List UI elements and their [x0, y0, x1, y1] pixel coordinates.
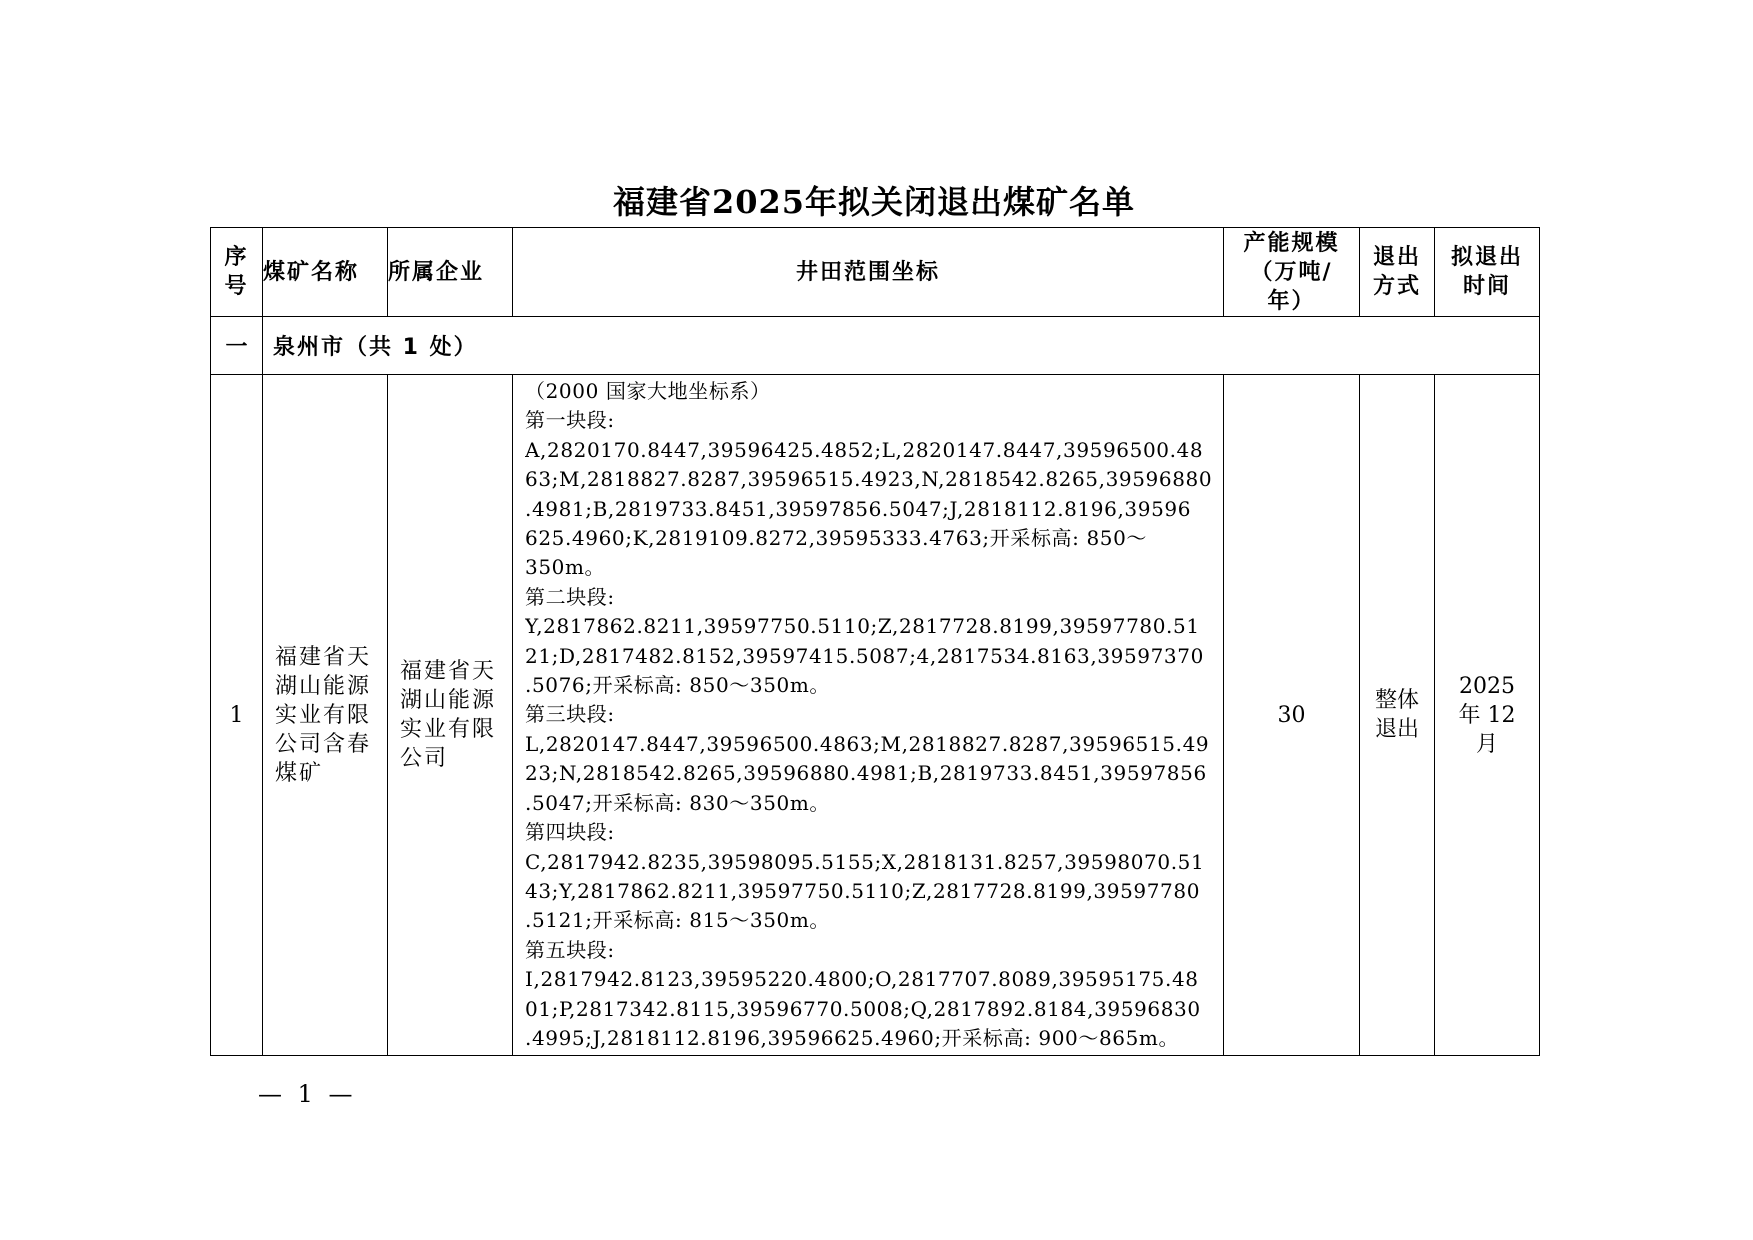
- company-line: 实业有限: [400, 717, 497, 743]
- header-seq-line: 号: [224, 274, 249, 299]
- row-mine-name: [263, 375, 388, 1056]
- coordinate-line: 01;P,2817342.8115,39596770.5008;Q,2817892.8184,39596830: [525, 996, 1201, 1021]
- exit-time-line: 年 12: [1458, 702, 1516, 728]
- company-line: 福建省天: [400, 659, 497, 685]
- company-line: 湖山能源: [400, 688, 497, 714]
- coordinate-line: .4981;B,2819733.8451,39597856.5047;J,2818112.8196,39596: [525, 496, 1192, 521]
- row-seq: 1: [211, 375, 263, 1056]
- coordinate-line: 350m。: [525, 555, 606, 580]
- page-number: — 1 —: [258, 1080, 357, 1108]
- coordinate-line: 625.4960;K,2819109.8272,39595333.4763;开采标高: 850～: [525, 526, 1148, 551]
- table-header-row: [211, 228, 1540, 317]
- mine-name-line: 福建省天: [275, 644, 372, 670]
- coordinate-line: Y,2817862.8211,39597750.5110;Z,2817728.8199,39597780.51: [525, 614, 1200, 639]
- coordinate-line: 第四块段:: [525, 820, 615, 845]
- header-capacity-line: （万吨/: [1250, 259, 1333, 285]
- coordinate-line: L,2820147.8447,39596500.4863;M,2818827.8287,39596515.49: [525, 731, 1210, 756]
- company-line: 公司: [400, 746, 449, 772]
- page-title: 福建省2025年拟关闭退出煤矿名单: [612, 183, 1136, 221]
- header-exit-time: [1435, 228, 1540, 317]
- header-capacity-line: 产能规模: [1243, 230, 1340, 256]
- coordinate-line: 23;N,2818542.8265,39596880.4981;B,2819733.8451,39597856: [525, 761, 1207, 786]
- exit-method-line: 退出: [1374, 717, 1419, 743]
- mine-name-line: 公司含春: [275, 731, 372, 757]
- coordinate-line: （2000 国家大地坐标系）: [525, 379, 771, 403]
- coordinate-line: 21;D,2817482.8152,39597415.5087;4,2817534.8163,39597370: [525, 643, 1204, 668]
- header-exit-method-line: 退出: [1372, 245, 1421, 270]
- mine-name-line: 实业有限: [275, 702, 372, 728]
- header-exit-method: [1360, 228, 1435, 317]
- coordinate-line: .5076;开采标高: 850～350m。: [525, 673, 831, 698]
- row-coordinates: [513, 375, 1224, 1056]
- coal-mine-closure-table: [210, 227, 1540, 1056]
- header-mine-name: 煤矿名称: [263, 228, 388, 317]
- header-exit-time-line: 时间: [1462, 274, 1511, 299]
- header-capacity: [1224, 228, 1360, 317]
- section-number: 一: [211, 317, 263, 375]
- coordinate-line: 第三块段:: [525, 702, 615, 727]
- coordinate-line: 第五块段:: [525, 937, 615, 962]
- exit-method-line: 整体: [1374, 688, 1419, 714]
- coordinate-line: .5047;开采标高: 830～350m。: [525, 790, 831, 815]
- row-exit-time: [1435, 375, 1540, 1056]
- section-label: 泉州市（共 1 处）: [263, 317, 1540, 375]
- exit-time-line: 月: [1475, 731, 1498, 757]
- coordinate-line: I,2817942.8123,39595220.4800;O,2817707.8089,39595175.48: [525, 967, 1199, 992]
- coordinate-line: 第一块段:: [525, 408, 615, 433]
- row-exit-method: [1360, 375, 1435, 1056]
- coordinate-line: 63;M,2818827.8287,39596515.4923,N,2818542.8265,39596880: [525, 467, 1213, 492]
- header-seq: [211, 228, 263, 317]
- header-capacity-line: 年）: [1267, 288, 1316, 314]
- mine-name-line: 煤矿: [275, 760, 324, 786]
- section-row: [211, 317, 1540, 375]
- coordinate-line: A,2820170.8447,39596425.4852;L,2820147.8447,39596500.48: [525, 437, 1204, 462]
- header-exit-time-line: 拟退出: [1450, 245, 1523, 270]
- header-coordinates: 井田范围坐标: [513, 228, 1224, 317]
- header-exit-method-line: 方式: [1372, 274, 1421, 299]
- coordinate-line: 43;Y,2817862.8211,39597750.5110;Z,2817728.8199,39597780: [525, 878, 1201, 903]
- header-seq-line: 序: [224, 245, 249, 270]
- table-row: [211, 375, 1540, 1056]
- row-company: [388, 375, 513, 1056]
- header-company: 所属企业: [388, 228, 513, 317]
- mine-name-line: 湖山能源: [275, 673, 372, 699]
- coordinate-line: .4995;J,2818112.8196,39596625.4960;开采标高: 900～865m。: [525, 1025, 1180, 1050]
- coordinate-line: .5121;开采标高: 815～350m。: [525, 908, 831, 933]
- coordinate-line: 第二块段:: [525, 584, 615, 609]
- coordinate-line: C,2817942.8235,39598095.5155;X,2818131.8257,39598070.51: [525, 849, 1205, 874]
- row-capacity: 30: [1224, 375, 1360, 1056]
- exit-time-line: 2025: [1459, 673, 1515, 699]
